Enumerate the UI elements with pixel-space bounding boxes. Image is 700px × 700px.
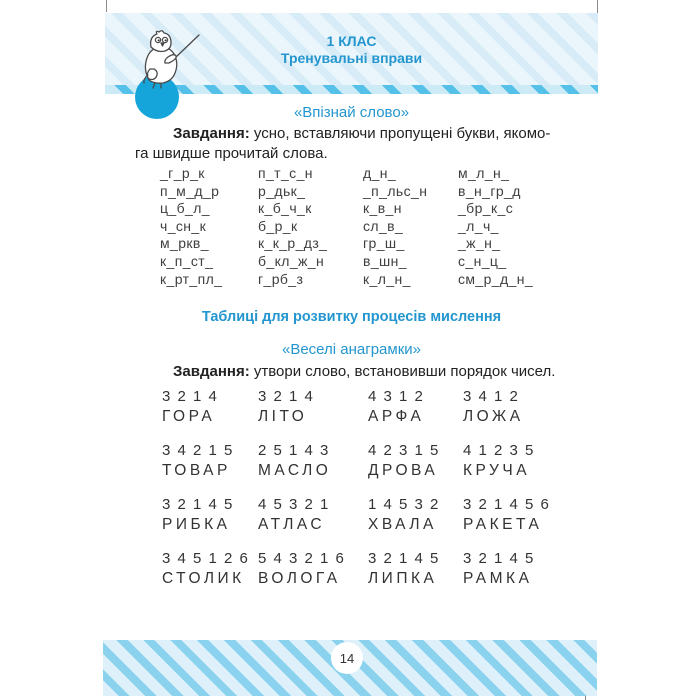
anagram-cell <box>258 496 368 534</box>
anagram-cell <box>258 388 368 426</box>
missing-letters-word: _ж_н_ <box>458 235 501 252</box>
anagram-cell <box>368 388 463 426</box>
missing-letters-word: в_шн_ <box>363 252 407 269</box>
task-line <box>135 362 575 382</box>
missing-letters-word: гр_ш_ <box>363 235 405 252</box>
grade-label: 1 КЛАС <box>326 33 377 49</box>
exercise-title-recognize-word: «Впізнай слово» <box>293 104 410 121</box>
anagram-word: ВОЛОГА <box>258 570 341 587</box>
anagram-word: СТОЛИК <box>162 570 245 587</box>
missing-letters-word: к_б_ч_к <box>258 200 312 217</box>
task-label: Завдання: <box>173 363 250 380</box>
anagram-cell <box>368 496 463 534</box>
anagram-word: КРУЧА <box>463 462 531 479</box>
anagram-word: ГОРА <box>162 408 216 425</box>
anagram-cell <box>463 442 582 480</box>
anagram-cell <box>162 550 258 588</box>
anagram-word: ДРОВА <box>368 462 439 479</box>
anagram-word: ЛІТО <box>258 408 308 425</box>
missing-letters-word: б_р_к <box>258 217 298 234</box>
task-text-1: усно, вставляючи пропущені букви, якомо- <box>249 125 551 142</box>
missing-letters-word: _г_р_к <box>160 165 205 181</box>
section-heading-thinking-tables: Таблиці для розвитку процесів мислення <box>201 309 502 325</box>
missing-letters-word: р_дьк_ <box>258 182 306 199</box>
anagram-number-sequence: 3 4 2 1 5 <box>162 442 234 459</box>
anagram-number-sequence: 2 5 1 4 3 <box>258 442 330 459</box>
page-number: 14 <box>339 650 355 666</box>
anagram-cell <box>258 442 368 480</box>
anagram-cell <box>463 388 582 426</box>
anagram-word: РАМКА <box>463 570 533 587</box>
missing-letters-word: см_р_д_н_ <box>458 270 534 287</box>
missing-letters-word: м_л_н_ <box>458 165 510 181</box>
task-line-1 <box>135 124 575 144</box>
missing-letters-word: ц_б_л_ <box>160 200 210 217</box>
missing-letters-word: в_н_гр_д <box>458 182 521 199</box>
anagram-number-sequence: 3 4 1 2 <box>463 388 520 405</box>
missing-letters-word: г_рб_з <box>258 270 304 287</box>
task-label: Завдання: <box>173 125 250 142</box>
header-stripe-band <box>105 13 598 85</box>
missing-letters-word: _п_льс_н <box>363 182 428 199</box>
anagram-word: АРФА <box>368 408 425 425</box>
missing-letters-word: п_т_с_н <box>258 165 313 181</box>
anagram-word: АТЛАС <box>258 516 326 533</box>
missing-letters-word: к_в_н <box>363 200 402 217</box>
missing-letters-word: б_кл_ж_н <box>258 252 325 269</box>
anagram-cell <box>368 442 463 480</box>
crop-mark-top-right <box>597 0 598 13</box>
anagram-word: РАКЕТА <box>463 516 543 533</box>
anagram-number-sequence: 4 1 2 3 5 <box>463 442 535 459</box>
anagram-number-sequence: 3 2 1 4 5 <box>162 496 234 513</box>
missing-letters-word: п_м_д_р <box>160 182 220 199</box>
anagram-number-sequence: 3 4 5 1 2 6 <box>162 550 250 567</box>
missing-letters-word: к_к_р_дз_ <box>258 235 328 252</box>
anagram-number-sequence: 3 2 1 4 5 6 <box>463 496 551 513</box>
crop-mark-top-left <box>106 0 107 12</box>
footer-stripe-band <box>103 640 597 696</box>
anagram-word: ХВАЛА <box>368 516 437 533</box>
task-line-2: га швидше прочитай слова. <box>135 145 328 162</box>
anagram-cell <box>162 496 258 534</box>
anagram-cell <box>368 550 463 588</box>
anagram-cell <box>258 550 368 588</box>
missing-letters-word: м_ркв_ <box>160 235 209 252</box>
anagram-word: РИБКА <box>162 516 231 533</box>
missing-letters-word: с_н_ц_ <box>458 252 507 269</box>
task-text: утвори слово, встановивши порядок чисел. <box>249 363 556 380</box>
anagram-word: МАСЛО <box>258 462 332 479</box>
anagram-number-sequence: 4 5 3 2 1 <box>258 496 330 513</box>
missing-letters-word: д_н_ <box>363 165 397 181</box>
anagram-cell <box>463 550 582 588</box>
anagram-number-sequence: 3 2 1 4 5 <box>463 550 535 567</box>
missing-letters-word: к_рт_пл_ <box>160 270 223 287</box>
anagram-grid <box>162 388 582 588</box>
missing-letters-word: сл_в_ <box>363 217 404 234</box>
header-subtitle: Тренувальні вправи <box>280 50 423 66</box>
anagram-number-sequence: 4 3 1 2 <box>368 388 425 405</box>
anagram-cell <box>463 496 582 534</box>
anagram-number-sequence: 3 2 1 4 5 <box>368 550 440 567</box>
anagram-number-sequence: 5 4 3 2 1 6 <box>258 550 346 567</box>
owl-on-ball-icon <box>119 25 203 121</box>
page-number-badge <box>331 642 363 674</box>
task-recognize-word <box>135 124 575 164</box>
anagram-number-sequence: 3 2 1 4 <box>162 388 219 405</box>
missing-letters-word: к_л_н_ <box>363 270 411 287</box>
anagram-word: ЛИПКА <box>368 570 438 587</box>
anagram-cell <box>162 442 258 480</box>
anagram-cell <box>162 388 258 426</box>
missing-letters-word-grid <box>160 165 580 288</box>
exercise-title-anagrams: «Веселі анаграмки» <box>281 341 421 358</box>
missing-letters-word: _бр_к_с <box>458 200 514 217</box>
anagram-number-sequence: 1 4 5 3 2 <box>368 496 440 513</box>
anagram-word: ТОВАР <box>162 462 231 479</box>
missing-letters-word: ч_сн_к <box>160 217 207 234</box>
anagram-word: ЛОЖА <box>463 408 524 425</box>
anagram-number-sequence: 3 2 1 4 <box>258 388 315 405</box>
anagram-number-sequence: 4 2 3 1 5 <box>368 442 440 459</box>
missing-letters-word: к_п_ст_ <box>160 252 214 269</box>
missing-letters-word: _л_ч_ <box>458 217 499 234</box>
task-anagrams <box>135 362 575 382</box>
owl-mascot-illustration <box>119 25 203 121</box>
